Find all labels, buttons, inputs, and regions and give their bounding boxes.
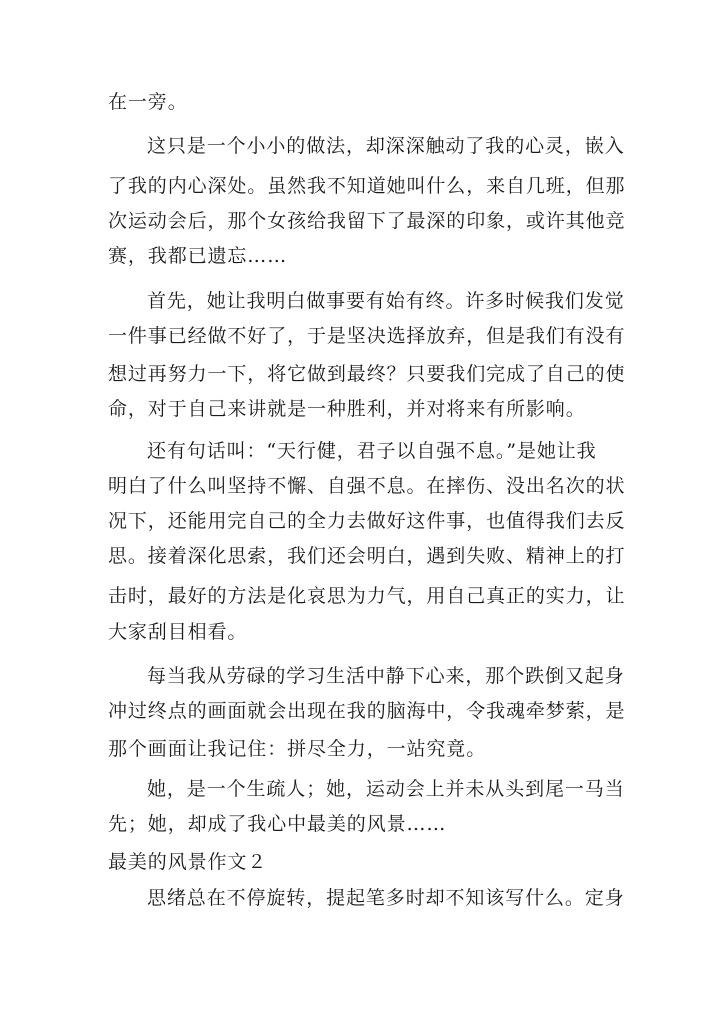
- text-line: 次运动会后，那个女孩给我留下了最深的印象，或许其他竞: [108, 210, 626, 232]
- text-line: 先；她，却成了我心中最美的风景……: [108, 813, 447, 835]
- text-line: 明白了什么叫坚持不懈、自强不息。在摔伤、没出名次的状: [108, 475, 626, 497]
- text-line: 击时，最好的方法是化哀思为力气，用自己真正的实力，让: [108, 585, 626, 607]
- paragraph-start: 每当我从劳碌的学习生活中静下心来，那个跌倒又起身: [147, 665, 625, 687]
- paragraph-start: 她，是一个生疏人；她，运动会上并未从头到尾一马当: [147, 778, 625, 800]
- text-line: 况下，还能用完自己的全力去做好这件事，也值得我们去反: [108, 510, 626, 532]
- paragraph-start: 首先，她让我明白做事要有始有终。许多时候我们发觉: [147, 290, 625, 312]
- text-line: 那个画面让我记住：拼尽全力，一站究竟。: [108, 738, 487, 760]
- text-line: 大家刮目相看。: [108, 621, 248, 643]
- text-line: 想过再努力一下，将它做到最终？只要我们完成了自己的使: [108, 363, 626, 385]
- text-line: 赛，我都已遗忘……: [108, 245, 288, 267]
- text-line: 一件事已经做不好了，于是坚决选择放弃，但是我们有没有: [108, 325, 626, 347]
- text-line: 思。接着深化思索，我们还会明白，遇到失败、精神上的打: [108, 545, 626, 567]
- text-line: 冲过终点的画面就会出现在我的脑海中，令我魂牵梦萦，是: [108, 700, 626, 722]
- text-line: 命，对于自己来讲就是一种胜利，并对将来有所影响。: [108, 398, 586, 420]
- paragraph-start: 还有句话叫：“天行健，君子以自强不息。”是她让我: [147, 440, 597, 462]
- paragraph-start: 思绪总在不停旋转，提起笔多时却不知该写什么。定身: [147, 887, 625, 909]
- text-line: 了我的内心深处。虽然我不知道她叫什么，来自几班，但那: [108, 175, 626, 197]
- paragraph-start: 这只是一个小小的做法，却深深触动了我的心灵，嵌入: [147, 135, 625, 157]
- text-line: 在一旁。: [108, 91, 188, 113]
- section-heading: 最美的风景作文２: [108, 851, 268, 873]
